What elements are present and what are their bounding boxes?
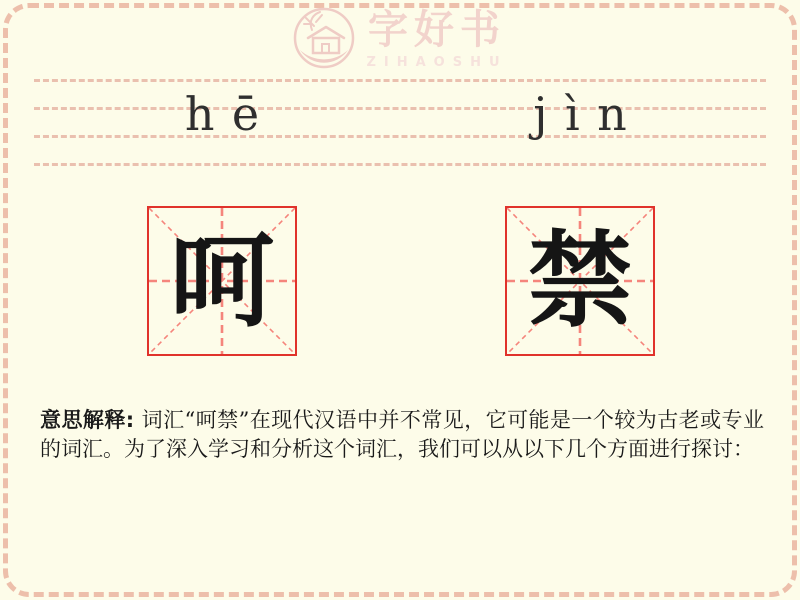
house-logo-icon [292,6,356,70]
pinyin-rule-line-4 [34,163,766,166]
definition-text: 词汇“呵禁”在现代汉语中并不常见，它可能是一个较为古老或专业的词汇。为了深入学习和分析这个词汇，我们可以从以下几个方面进行探讨： [40,408,764,461]
pinyin-rule-line-1 [34,79,766,82]
pinyin-he: hē [184,87,277,141]
page-dashed-border [3,3,797,597]
brand-logo [0,6,800,70]
definition-label: 意思解释: [40,408,135,432]
definition-paragraph [40,406,764,464]
character-grid-he [147,206,297,356]
hanzi-he: 呵 [169,219,274,342]
hanzi-jin: 禁 [527,219,632,342]
character-grid-jin [505,206,655,356]
brand-logo-text [366,7,507,70]
pinyin-jin: jìn [533,87,645,141]
brand-name-chinese: 字好书 [368,5,506,53]
brand-name-english: ZIHAOSHU [366,54,508,70]
